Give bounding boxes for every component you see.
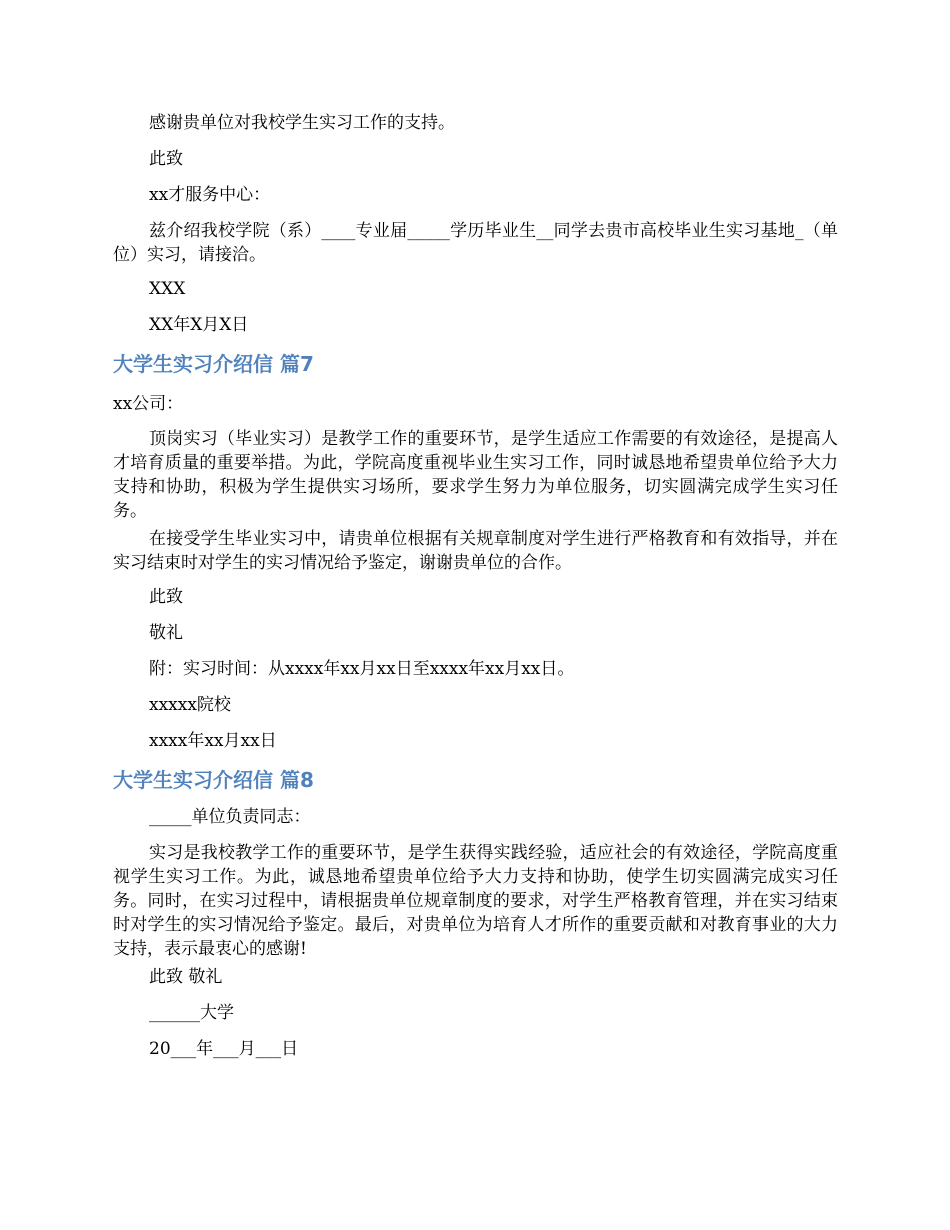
section-heading-8: 大学生实习介绍信 篇8 xyxy=(113,768,314,792)
signer-line: xxxxx院校 xyxy=(149,695,231,715)
body-paragraph: 兹介绍我校学院（系）____专业届_____学历毕业生__同学去贵市高校毕业生实习基地_（单位）实习，请接洽。 xyxy=(113,221,838,265)
date-line: xxxx年xx月xx日 xyxy=(149,731,277,751)
closing-line: 此致 xyxy=(149,149,183,169)
closing-line: 敬礼 xyxy=(149,623,183,643)
body-paragraph: 实习是我校教学工作的重要环节，是学生获得实践经验，适应社会的有效途径，学院高度重视学生实习工作。为此，诚恳地希望贵单位给予大力支持和协助，使学生切实圆满完成实习任务。同时，在实习过程中，请根据贵单位规章制度的要求，对学生严格教育管理，并在实习结束时对学生的实习情况给予鉴定。最后，对贵单位为培育人才所作的重要贡献和对教育事业的大力支持，表示最衷心的感谢! xyxy=(113,843,838,959)
thanks-line: 感谢贵单位对我校学生实习工作的支持。 xyxy=(149,113,455,133)
attachment-line: 附：实习时间：从xxxx年xx月xx日至xxxx年xx月xx日。 xyxy=(149,659,575,679)
recipient-line: xx公司： xyxy=(113,394,184,414)
body-paragraph: 顶岗实习（毕业实习）是教学工作的重要环节，是学生适应工作需要的有效途径，是提高人才培育质量的重要举措。为此，学院高度重视毕业生实习工作，同时诚恳地希望贵单位给予大力支持和协助，积极为学生提供实习场所，要求学生努力为单位服务，切实圆满完成学生实习任务。 xyxy=(113,429,838,521)
body-paragraph: 在接受学生毕业实习中，请贵单位根据有关规章制度对学生进行严格教育和有效指导，并在实习结束时对学生的实习情况给予鉴定，谢谢贵单位的合作。 xyxy=(113,529,838,573)
date-line: XX年X月X日 xyxy=(149,315,249,335)
signer-line: ______大学 xyxy=(149,1003,234,1023)
recipient-line: xx才服务中心： xyxy=(149,185,271,205)
section-heading-7: 大学生实习介绍信 篇7 xyxy=(113,352,314,376)
date-line: 20___年___月___日 xyxy=(149,1039,299,1059)
signer-line: XXX xyxy=(149,279,186,299)
closing-line: 此致 敬礼 xyxy=(149,967,223,987)
recipient-line: _____单位负责同志： xyxy=(149,807,311,827)
closing-line: 此致 xyxy=(149,587,183,607)
